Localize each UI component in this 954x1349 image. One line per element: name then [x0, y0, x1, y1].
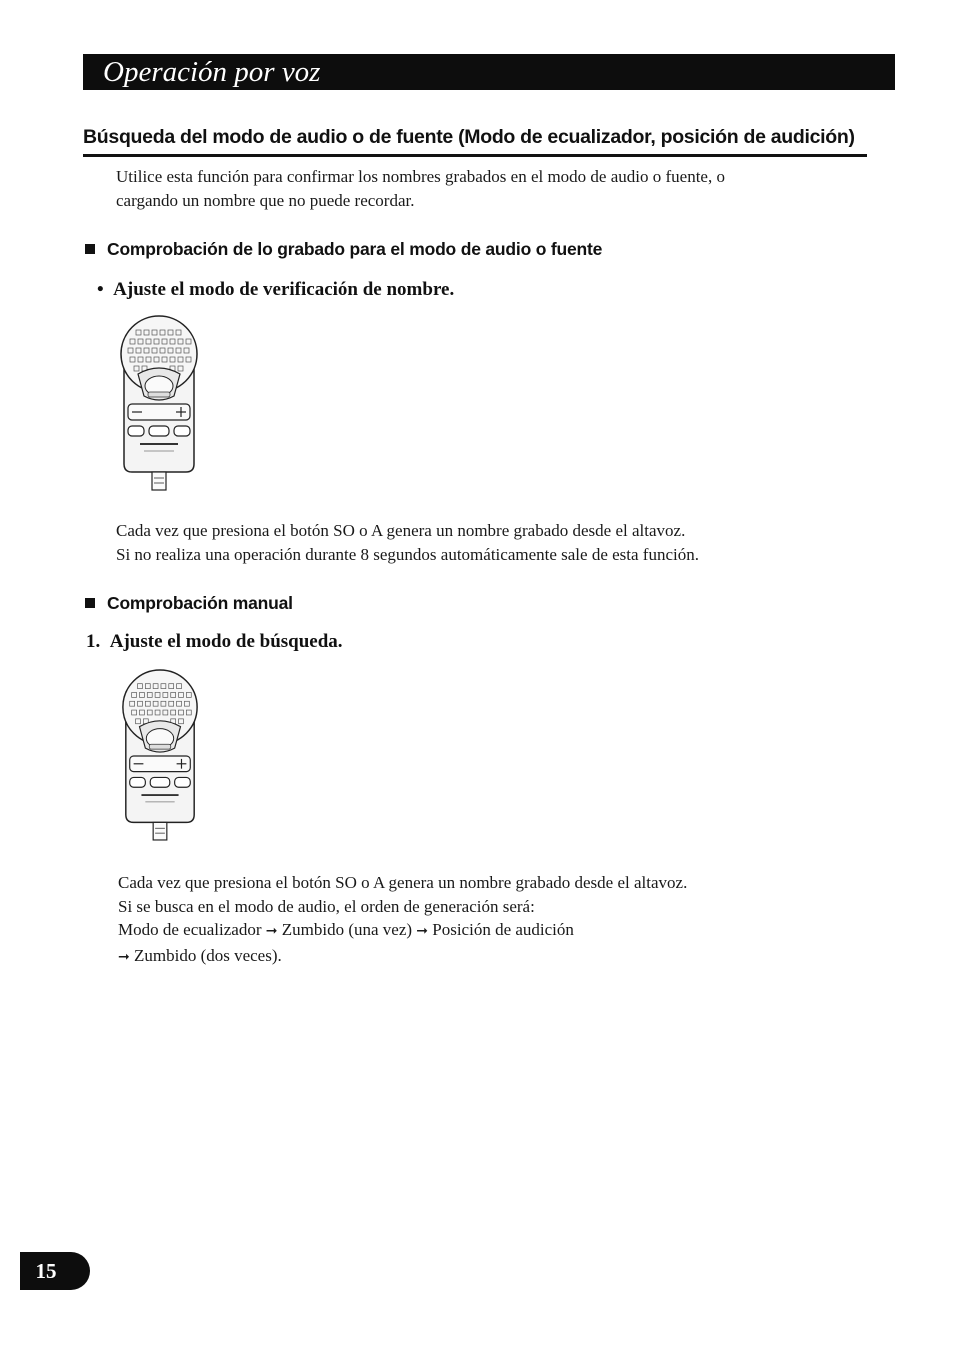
square-bullet-icon	[85, 598, 95, 608]
main-heading: Búsqueda del modo de audio o de fuente (Modo de ecualizador, posición de audición)	[83, 126, 855, 148]
heading-underline	[83, 154, 867, 157]
right-arrow-icon: ➞	[265, 923, 278, 939]
square-bullet-icon	[85, 244, 95, 254]
voice-remote-controller-icon	[118, 665, 202, 845]
sequence-beep-once: Zumbido (una vez)	[281, 920, 413, 939]
subsection-2-step	[86, 631, 343, 653]
step-1-text: Ajuste el modo de verificación de nombre.	[113, 279, 455, 300]
sequence-equalizer: Modo de ecualizador	[118, 920, 262, 939]
intro-line-2: cargando un nombre que no puede recordar.	[116, 191, 415, 210]
subsection-1-line-2: Si no realiza una operación durante 8 segundos automáticamente sale de esta función.	[116, 545, 699, 564]
sequence-line-2	[118, 944, 687, 970]
subsection-1-paragraph	[116, 519, 699, 567]
subsection-1-heading	[85, 239, 602, 260]
subsection-2-line-1: Cada vez que presiona el botón SO o A genera un nombre grabado desde el altavoz.	[118, 873, 688, 892]
subsection-2-heading	[85, 593, 293, 614]
intro-paragraph	[116, 165, 725, 213]
subsection-1-title: Comprobación de lo grabado para el modo de audio o fuente	[107, 239, 603, 259]
sequence-line-1	[118, 918, 687, 944]
subsection-2-title: Comprobación manual	[107, 593, 293, 613]
sequence-beep-twice: Zumbido (dos veces).	[133, 945, 282, 965]
step-2-text: Ajuste el modo de búsqueda.	[109, 631, 343, 652]
subsection-1-line-1: Cada vez que presiona el botón SO o A genera un nombre grabado desde el altavoz.	[116, 521, 686, 540]
section-banner	[83, 54, 895, 90]
right-arrow-icon: ➞	[416, 923, 429, 939]
right-arrow-icon: ➞	[118, 948, 130, 965]
step-number: 1.	[86, 631, 101, 652]
sequence-listening-position: Posición de audición	[432, 920, 574, 939]
voice-remote-controller-icon	[116, 312, 202, 494]
subsection-2-paragraph	[118, 871, 687, 969]
page-number-badge	[20, 1252, 90, 1290]
page-number: 15	[35, 1259, 57, 1283]
intro-line-1: Utilice esta función para confirmar los nombres grabados en el modo de audio o fuente, o	[116, 167, 725, 186]
subsection-2-line-2: Si se busca en el modo de audio, el orden de generación será:	[118, 896, 535, 916]
subsection-1-step	[97, 279, 454, 301]
step-bullet: •	[97, 279, 104, 300]
banner-title: Operación por voz	[103, 56, 321, 88]
